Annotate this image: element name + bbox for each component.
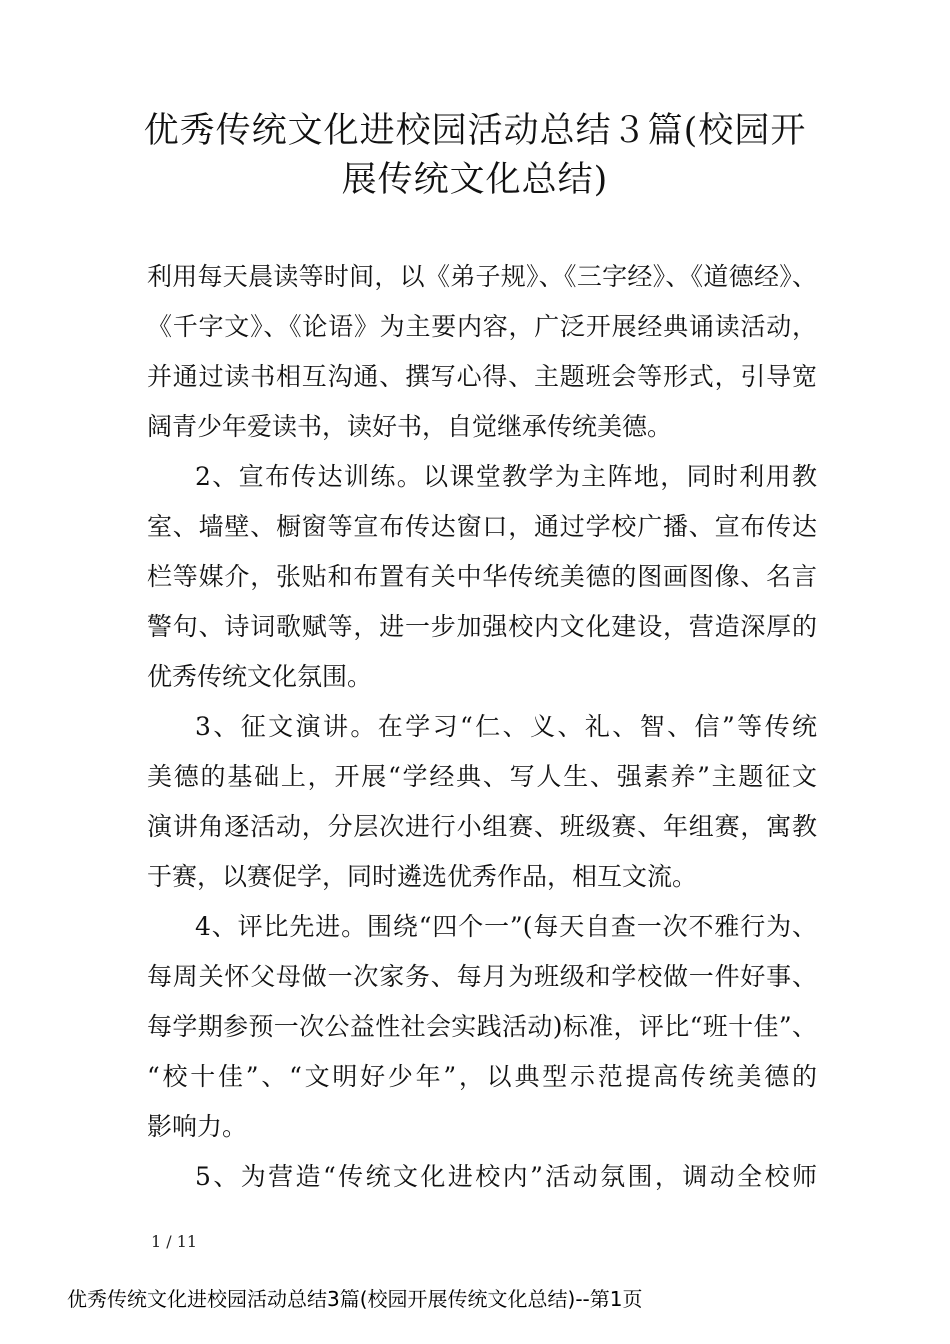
text-line: 于赛，以赛促学，同时遴选优秀作品，相互文流。 [147, 862, 698, 891]
text-line: 演讲角逐活动，分层次进行小组赛、班级赛、年组赛，寓教 [147, 812, 817, 841]
document-title-line-2: 展传统文化总结) [341, 160, 609, 200]
footer-caption: 优秀传统文化进校园活动总结3篇(校园开展传统文化总结)--第1页 [67, 1287, 643, 1311]
text-line: 并通过读书相互沟通、撰写心得、主题班会等形式，引导宽 [147, 362, 817, 391]
text-line: 美德的基础上，开展“学经典、写人生、强素养”主题征文 [147, 762, 817, 791]
text-line: 《千字文》、《论语》为主要内容，广泛开展经典诵读活动， [147, 312, 817, 341]
text-line: 每学期参预一次公益性社会实践活动)标准，评比“班十佳”、 [147, 1012, 817, 1041]
text-line: 影响力。 [147, 1112, 248, 1141]
page-number: 1 / 11 [151, 1232, 198, 1251]
text-line: 室、墙壁、橱窗等宣布传达窗口，通过学校广播、宣布传达 [147, 512, 817, 541]
text-line: 栏等媒介，张贴和布置有关中华传统美德的图画图像、名言 [147, 562, 817, 591]
paragraph-first-line: 3、征文演讲。在学习“仁、义、礼、智、信”等传统 [195, 712, 817, 741]
text-line: 每周关怀父母做一次家务、每月为班级和学校做一件好事、 [147, 962, 817, 991]
text-line: 优秀传统文化氛围。 [147, 662, 373, 691]
paragraph-first-line: 2、宣布传达训练。以课堂教学为主阵地，同时利用教 [195, 462, 817, 491]
document-title-line-1: 优秀传统文化进校园活动总结３篇(校园开 [143, 111, 807, 151]
paragraph-first-line: 5、为营造“传统文化进校内”活动氛围，调动全校师 [195, 1162, 817, 1191]
text-line: 阔青少年爱读书，读好书，自觉继承传统美德。 [147, 412, 673, 441]
paragraph-first-line: 4、评比先进。围绕“四个一”(每天自查一次不雅行为、 [195, 912, 817, 941]
text-line: “校十佳”、“文明好少年”，以典型示范提高传统美德的 [147, 1062, 817, 1091]
text-line: 警句、诗词歌赋等，进一步加强校内文化建设，营造深厚的 [147, 612, 817, 641]
text-line: 利用每天晨读等时间，以《弟子规》、《三字经》、《道德经》、 [147, 262, 817, 291]
